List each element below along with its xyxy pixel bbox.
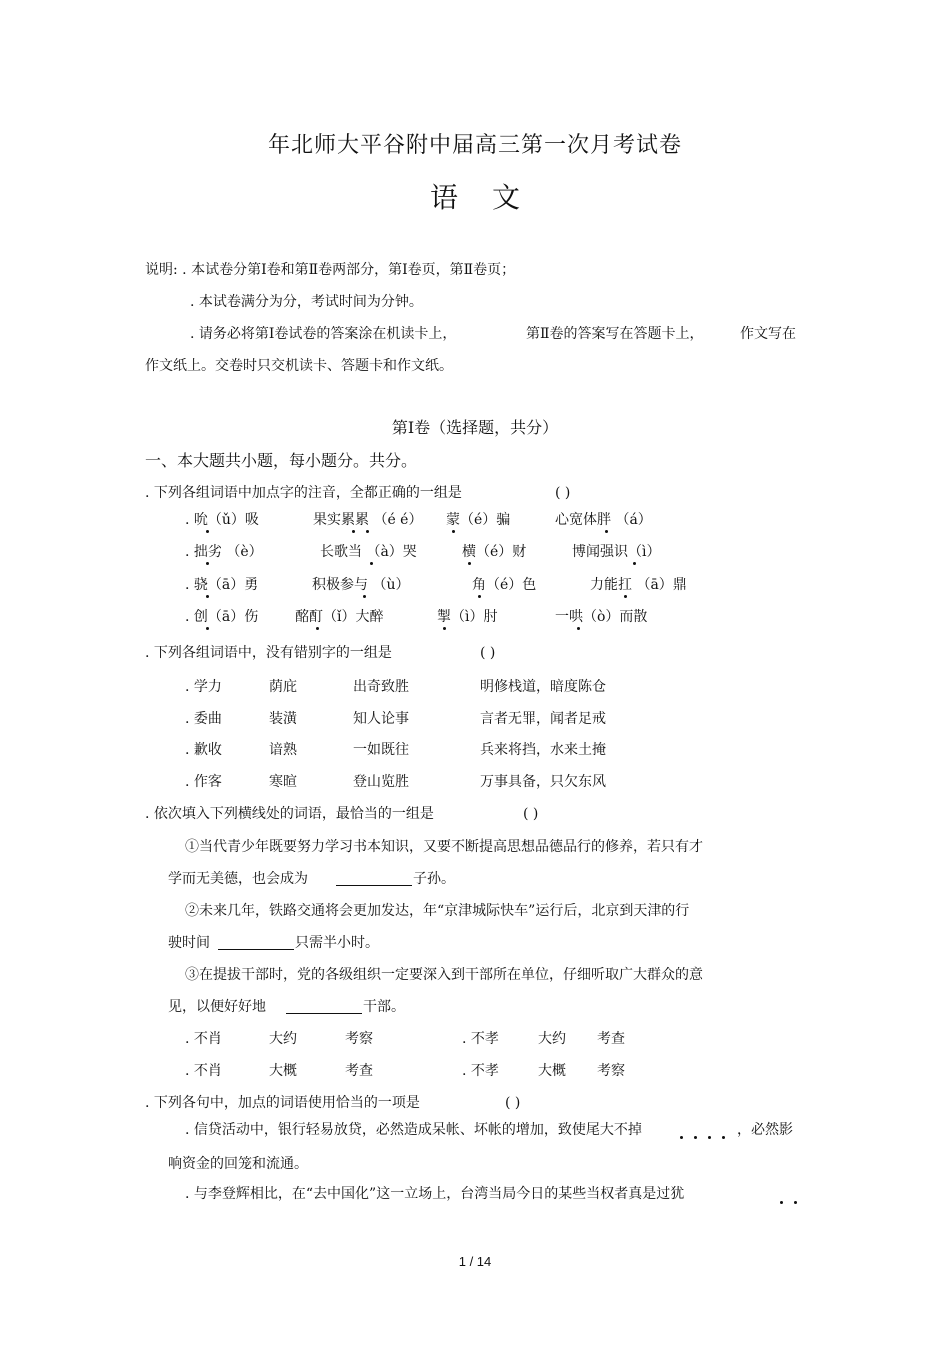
- q1-a-item-2: 果实累累 （é é）: [313, 512, 423, 528]
- emphasis-dot: [366, 530, 369, 533]
- q3-option-a-2: 大约: [269, 1031, 297, 1047]
- emphasis-dot: [206, 530, 209, 533]
- emphasis-dot: [206, 562, 209, 565]
- q3-sentence-2a: ②未来几年，铁路交通将会更加发达，年“京津城际快车”运行后，北京到天津的行: [185, 903, 690, 919]
- question-4-paren: ( ): [505, 1095, 521, 1111]
- q1-d-item-1: . 创（ā）伤: [185, 609, 259, 625]
- question-3-stem: . 依次填入下列横线处的词语，最恰当的一组是: [145, 806, 434, 822]
- emphasis-dot: [363, 595, 366, 598]
- instruction-line-3c: 作文写在: [740, 326, 796, 342]
- q3-option-a-3: 考察: [345, 1031, 373, 1047]
- q1-d-item-2: 酩酊（ǐ）大醉: [295, 609, 384, 625]
- page-number: 1 / 14: [458, 1254, 492, 1269]
- q3-blank-1: [336, 884, 412, 886]
- q3-sentence-2c: 只需半小时。: [295, 935, 379, 951]
- q2-c-item-4: 兵来将挡，水来土掩: [480, 742, 606, 758]
- emphasis-dot: [624, 595, 627, 598]
- instruction-line-4: 作文纸上。交卷时只交机读卡、答题卡和作文纸。: [145, 358, 453, 374]
- q4-option-a-line-2: 响资金的回笼和流通。: [168, 1156, 308, 1172]
- emphasis-dot: [605, 530, 608, 533]
- q3-sentence-1b: 学而无美德，也会成为: [168, 871, 308, 887]
- q1-b-item-1: . 拙劣 （è）: [185, 544, 263, 560]
- question-1-stem: . 下列各组词语中加点字的注音，全都正确的一组是: [145, 485, 462, 501]
- q3-option-d-1: . 不孝: [462, 1063, 499, 1079]
- emphasis-dot: [722, 1136, 725, 1139]
- emphasis-dot: [370, 562, 373, 565]
- q2-d-item-3: 登山览胜: [353, 774, 409, 790]
- emphasis-dot: [468, 562, 471, 565]
- q2-a-item-3: 出奇致胜: [353, 679, 409, 695]
- instruction-line-2: . 本试卷满分为分，考试时间为分钟。: [190, 294, 423, 310]
- q4-option-b-line-1: . 与李登辉相比，在“去中国化”这一立场上，台湾当局今日的某些当权者真是过犹: [185, 1186, 685, 1202]
- q1-b-item-4: 博闻强识（ì）: [572, 544, 661, 560]
- q2-d-item-4: 万事具备，只欠东风: [480, 774, 606, 790]
- emphasis-dot: [780, 1201, 783, 1204]
- q3-blank-3: [286, 1012, 362, 1014]
- q3-blank-2: [218, 948, 294, 950]
- question-3-paren: ( ): [523, 806, 539, 822]
- q3-sentence-1c: 子孙。: [413, 871, 455, 887]
- q3-option-d-2: 大概: [538, 1063, 566, 1079]
- q3-option-c-3: 考查: [345, 1063, 373, 1079]
- q1-c-item-1: . 骁（ā）勇: [185, 577, 259, 593]
- q1-a-item-3: 蒙（é）骗: [446, 512, 511, 528]
- question-1-paren: ( ): [555, 485, 571, 501]
- emphasis-dot: [206, 627, 209, 630]
- q3-option-b-3: 考查: [597, 1031, 625, 1047]
- q2-b-item-3: 知人论事: [353, 711, 409, 727]
- q2-a-item-2: 荫庇: [269, 679, 297, 695]
- emphasis-dot: [316, 627, 319, 630]
- q3-option-d-3: 考察: [597, 1063, 625, 1079]
- q2-b-item-1: . 委曲: [185, 711, 222, 727]
- emphasis-dot: [352, 530, 355, 533]
- instruction-line-3a: . 请务必将第Ⅰ卷试卷的答案涂在机读卡上，: [190, 326, 457, 342]
- instruction-line-3b: 第Ⅱ卷的答案写在答题卡上，: [526, 326, 704, 342]
- emphasis-dot: [452, 530, 455, 533]
- q2-c-item-2: 谙熟: [269, 742, 297, 758]
- q2-b-item-4: 言者无罪，闻者足戒: [480, 711, 606, 727]
- instruction-line-1: 说明: . 本试卷分第Ⅰ卷和第Ⅱ卷两部分，第Ⅰ卷页，第Ⅱ卷页；: [145, 262, 516, 278]
- emphasis-dot: [708, 1136, 711, 1139]
- q2-d-item-2: 寒暄: [269, 774, 297, 790]
- q3-option-b-1: . 不孝: [462, 1031, 499, 1047]
- q2-b-item-2: 装潢: [269, 711, 297, 727]
- emphasis-dot: [633, 562, 636, 565]
- q2-a-item-1: . 学力: [185, 679, 222, 695]
- q3-option-b-2: 大约: [538, 1031, 566, 1047]
- q4-option-a-line-1: . 信贷活动中，银行轻易放贷，必然造成呆帐、坏帐的增加，致使尾大不掉: [185, 1122, 642, 1138]
- q4-option-a-line-1-end: ，必然影: [737, 1122, 793, 1138]
- emphasis-dot: [206, 595, 209, 598]
- emphasis-dot: [443, 627, 446, 630]
- exam-title: 年北师大平谷附中届高三第一次月考试卷: [267, 133, 682, 158]
- q2-c-item-1: . 歉收: [185, 742, 222, 758]
- emphasis-dot: [794, 1201, 797, 1204]
- q1-c-item-2: 积极参与 （ù）: [312, 577, 410, 593]
- q1-b-item-2: 长歌当 （à）哭: [320, 544, 417, 560]
- emphasis-dot: [680, 1136, 683, 1139]
- q1-a-item-1: . 吮（ǔ）吸: [185, 512, 259, 528]
- q3-option-c-2: 大概: [269, 1063, 297, 1079]
- q3-sentence-3b: 见，以便好好地: [168, 999, 266, 1015]
- q3-sentence-2b: 驶时间: [168, 935, 210, 951]
- q1-c-item-4: 力能扛 （ā）鼎: [590, 577, 687, 593]
- emphasis-dot: [478, 595, 481, 598]
- q3-sentence-3c: 干部。: [363, 999, 405, 1015]
- q3-sentence-3a: ③在提拔干部时，党的各级组织一定要深入到干部所在单位，仔细听取广大群众的意: [185, 967, 703, 983]
- section-heading: 一、本大题共小题，每小题分。共分。: [145, 451, 418, 470]
- part-heading: 第Ⅰ卷（选择题，共分）: [391, 418, 559, 437]
- question-2-paren: ( ): [480, 645, 496, 661]
- q3-sentence-1a: ①当代青少年既要努力学习书本知识，又要不断提高思想品德品行的修养，若只有才: [185, 839, 703, 855]
- emphasis-dot: [577, 627, 580, 630]
- q1-c-item-3: 角（é）色: [472, 577, 537, 593]
- question-2-stem: . 下列各组词语中，没有错别字的一组是: [145, 645, 392, 661]
- question-4-stem: . 下列各句中，加点的词语使用恰当的一项是: [145, 1095, 420, 1111]
- q3-option-a-1: . 不肖: [185, 1031, 222, 1047]
- q2-a-item-4: 明修栈道，暗度陈仓: [480, 679, 606, 695]
- q1-a-item-4: 心宽体胖 （á）: [555, 512, 652, 528]
- q2-d-item-1: . 作客: [185, 774, 222, 790]
- q1-d-item-4: 一哄（ò）而散: [555, 609, 648, 625]
- q1-d-item-3: 掣（ì）肘: [437, 609, 498, 625]
- subject-title: 语文: [429, 181, 554, 214]
- emphasis-dot: [694, 1136, 697, 1139]
- q2-c-item-3: 一如既往: [353, 742, 409, 758]
- q3-option-c-1: . 不肖: [185, 1063, 222, 1079]
- q1-b-item-3: 横（é）财: [462, 544, 527, 560]
